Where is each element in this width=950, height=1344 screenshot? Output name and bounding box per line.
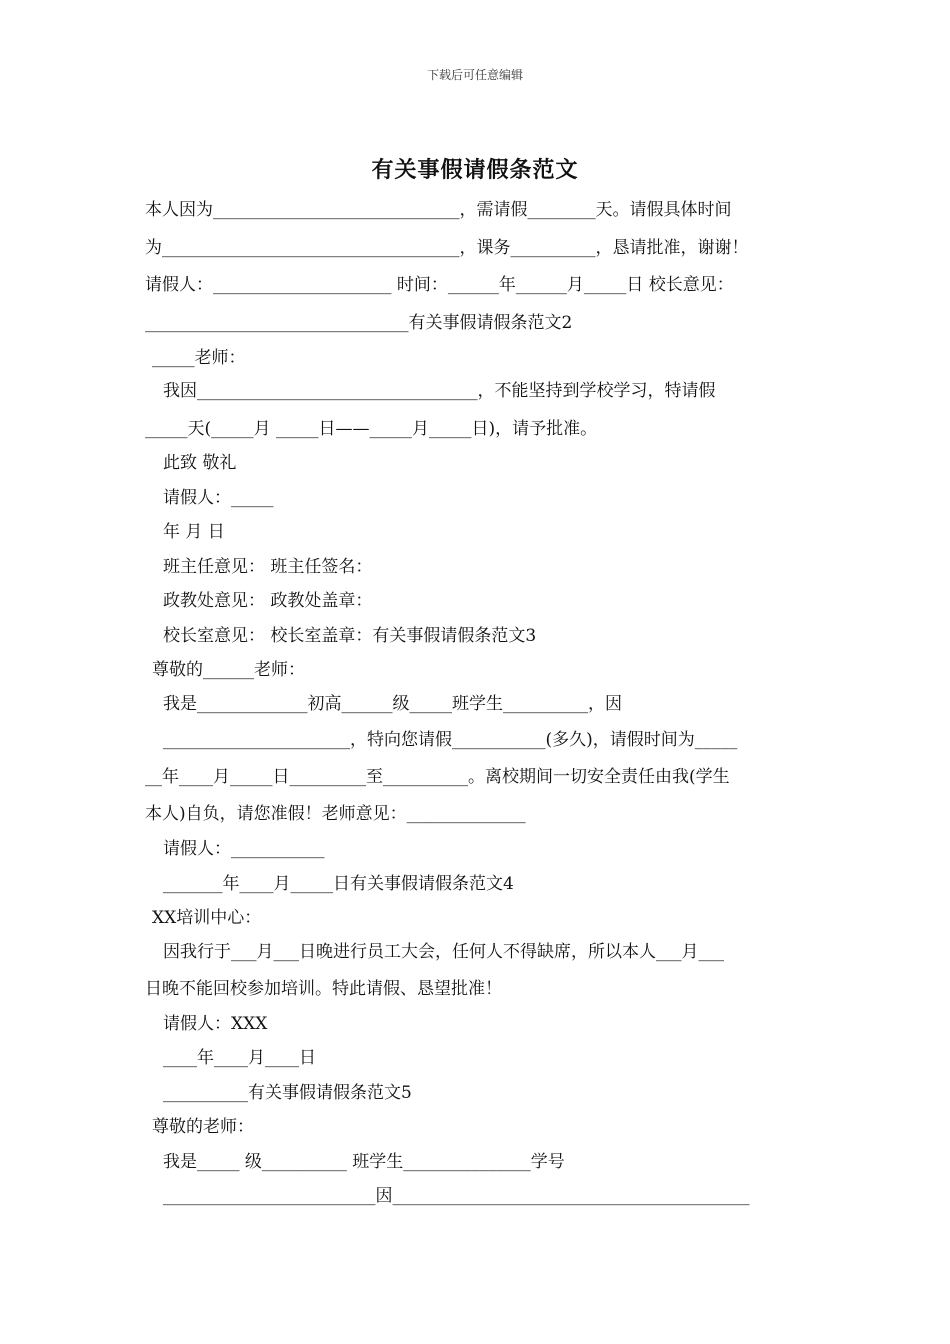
salutation: 尊敬的老师： <box>152 1117 254 1137</box>
text-line: _____天(_____月 _____日——_____月_____日)，请予批准。 <box>145 419 598 439</box>
text-line: 请假人：_____________________ 时间：______年______月_____日 校长意见： <box>145 275 734 295</box>
salutation: 尊敬的______老师： <box>152 660 305 680</box>
text-line: 为___________________________________，课务__________，恳请批准，谢谢！ <box>145 238 749 258</box>
date-line: 年 月 日 <box>163 522 225 542</box>
text-line: 因我行于___月___日晚进行员工大会，任何人不得缺席，所以本人___月___ <box>163 942 724 962</box>
signature-line: 请假人：___________ <box>163 839 325 859</box>
text-line: 日晚不能回校参加培训。特此请假、恳望批准！ <box>145 979 502 999</box>
salutation: _____老师： <box>152 348 246 368</box>
closing: 此致 敬礼 <box>163 453 237 473</box>
section-heading-3: 校长室意见： 校长室盖章：有关事假请假条范文3 <box>163 626 537 646</box>
section-heading-5: __________有关事假请假条范文5 <box>163 1083 412 1103</box>
text-line: 我是_____ 级__________ 班学生_______________学号 <box>163 1152 565 1172</box>
salutation: XX培训中心： <box>152 908 262 928</box>
text-line: 我是_____________初高______级_____班学生__________，因 <box>163 694 622 714</box>
document-title: 有关事假请假条范文 <box>371 157 579 183</box>
approval-line: 班主任意见： 班主任签名： <box>163 557 373 577</box>
header-note: 下载后可任意编辑 <box>426 68 523 82</box>
text-line: ______________________，特向您请假___________(多久)，请假时间为_____ <box>163 730 738 750</box>
text-line: __年____月_____日_________至__________。离校期间一切安全责任由我(学生 <box>145 767 730 787</box>
text-line: 本人因为_____________________________，需请假________天。请假具体时间 <box>145 200 732 220</box>
signature-line: 请假人：_____ <box>163 488 274 508</box>
text-line: 本人)自负，请您准假！老师意见：______________ <box>145 804 526 824</box>
section-heading-2: _______________________________有关事假请假条范文2 <box>145 313 573 333</box>
signature-line: 请假人：XXX <box>163 1014 268 1034</box>
date-line: ____年____月____日 <box>163 1048 316 1068</box>
approval-line: 政教处意见： 政教处盖章： <box>163 591 373 611</box>
text-line: 我因_________________________________，不能坚持到学校学习，特请假 <box>163 381 716 401</box>
section-heading-4: _______年____月_____日有关事假请假条范文4 <box>163 874 514 894</box>
text-line: _________________________因__________________________________________ <box>163 1186 750 1206</box>
